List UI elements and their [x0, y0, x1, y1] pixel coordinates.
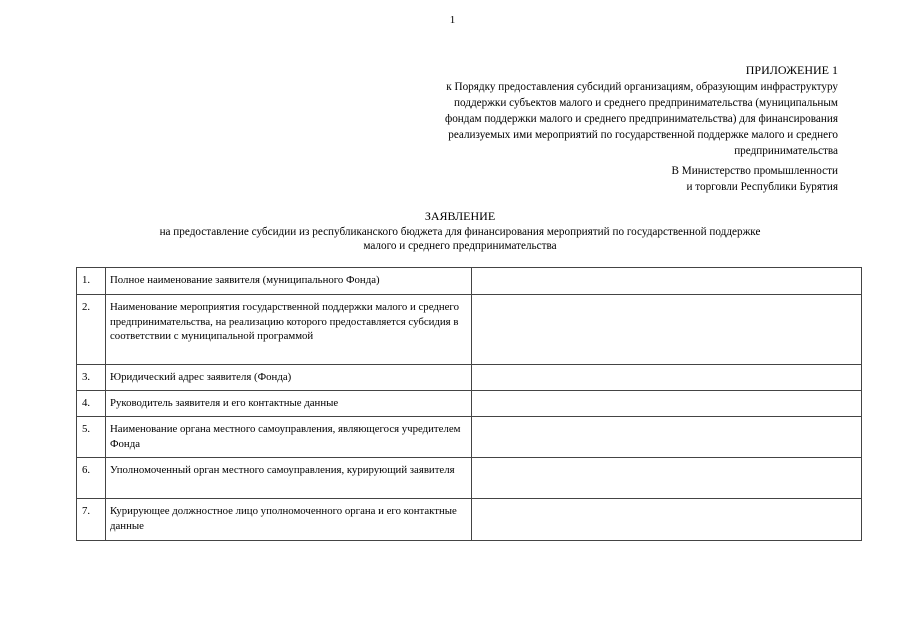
- row-label: Курирующее должностное лицо уполномоченного органа и его контактные данные: [106, 499, 472, 541]
- table-row: [77, 458, 862, 499]
- table-row: [77, 295, 862, 365]
- table-row: [77, 417, 862, 458]
- row-number: 2.: [77, 295, 106, 365]
- table-row: [77, 499, 862, 541]
- appendix-line: фондам поддержки малого и среднего предпринимательства) для финансирования: [444, 113, 838, 125]
- row-label: Наименование мероприятия государственной поддержки малого и среднего предпринимательства, на реализацию которого предоставляется субсидия в соответствии с муниципальной программой: [106, 295, 472, 365]
- row-value-field[interactable]: [472, 268, 862, 295]
- addressee-line: В Министерство промышленности: [671, 165, 838, 177]
- row-value-field[interactable]: [472, 458, 862, 499]
- row-label: Уполномоченный орган местного самоуправления, курирующий заявителя: [106, 458, 472, 499]
- appendix-line: поддержки субъектов малого и среднего предпринимательства (муниципальным: [454, 97, 838, 109]
- document-title: ЗАЯВЛЕНИЕ: [424, 209, 496, 223]
- table-row: [77, 391, 862, 417]
- row-number: 1.: [77, 268, 106, 295]
- addressee-block: [538, 163, 838, 195]
- document-heading: [90, 209, 830, 254]
- appendix-title: ПРИЛОЖЕНИЕ 1: [745, 63, 838, 77]
- appendix-line: реализуемых ими мероприятий по государственной поддержке малого и среднего: [448, 129, 838, 141]
- row-value-field[interactable]: [472, 417, 862, 458]
- row-value-field[interactable]: [472, 391, 862, 417]
- row-number: 6.: [77, 458, 106, 499]
- row-label: Наименование органа местного самоуправления, являющегося учредителем Фонда: [106, 417, 472, 458]
- row-value-field[interactable]: [472, 295, 862, 365]
- row-number: 3.: [77, 365, 106, 391]
- table-row: [77, 365, 862, 391]
- appendix-block: [368, 62, 838, 159]
- appendix-line: предпринимательства: [734, 145, 838, 157]
- row-value-field[interactable]: [472, 365, 862, 391]
- document-subtitle-line: малого и среднего предпринимательства: [363, 240, 557, 252]
- page-number: 1: [449, 14, 456, 26]
- row-label: Руководитель заявителя и его контактные данные: [106, 391, 472, 417]
- row-number: 5.: [77, 417, 106, 458]
- table-row: [77, 268, 862, 295]
- row-label: Юридический адрес заявителя (Фонда): [106, 365, 472, 391]
- application-form-table: [76, 267, 862, 541]
- row-label: Полное наименование заявителя (муниципального Фонда): [106, 268, 472, 295]
- row-value-field[interactable]: [472, 499, 862, 541]
- document-subtitle-line: на предоставление субсидии из республиканского бюджета для финансирования мероприятий по государственной поддержке: [159, 225, 761, 238]
- appendix-line: к Порядку предоставления субсидий организациям, образующим инфраструктуру: [446, 81, 838, 93]
- row-number: 4.: [77, 391, 106, 417]
- addressee-line: и торговли Республики Бурятия: [686, 181, 838, 193]
- row-number: 7.: [77, 499, 106, 541]
